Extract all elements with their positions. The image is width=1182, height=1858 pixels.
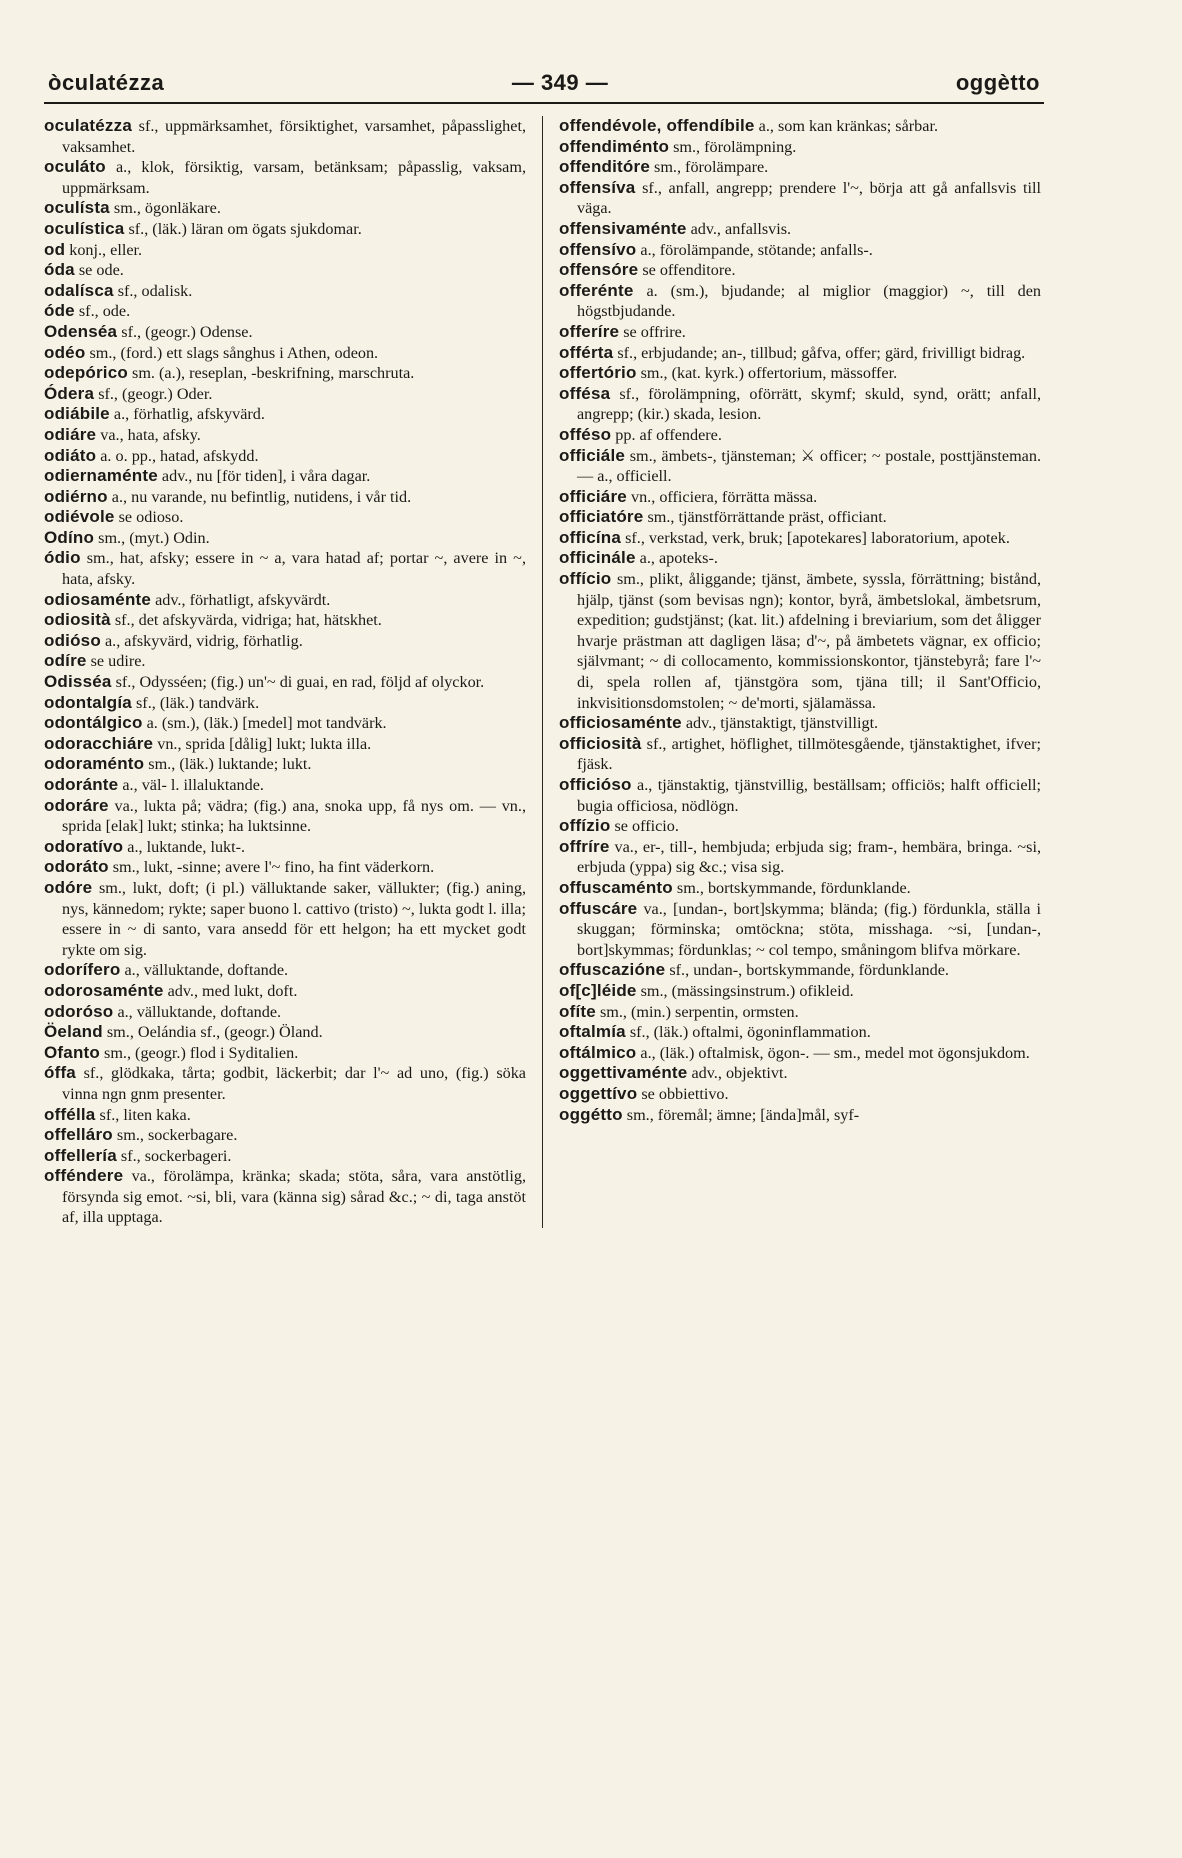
dictionary-entry <box>559 878 1041 899</box>
entry-definition: pp. af offendere. <box>611 425 722 444</box>
entry-definition: sf., (läk.) läran om ögats sjukdomar. <box>124 219 362 238</box>
dictionary-entry <box>44 301 526 322</box>
dictionary-entry <box>559 178 1041 219</box>
dictionary-entry <box>44 1146 526 1167</box>
entry-definition: a., (läk.) oftalmisk, ögon-. — sm., medel mot ögonsjukdom. <box>636 1043 1030 1062</box>
entry-headword: oggettivaménte <box>559 1063 688 1083</box>
entry-headword: oculatézza <box>44 116 132 135</box>
entry-definition: sf., liten kaka. <box>95 1105 191 1124</box>
dictionary-entry <box>44 240 526 261</box>
entry-headword: offuscaménto <box>559 877 673 897</box>
dictionary-entry <box>44 404 526 425</box>
dictionary-entry <box>44 384 526 405</box>
entry-headword: offensíva <box>559 177 636 197</box>
dictionary-entry <box>44 590 526 611</box>
entry-headword: odiosità <box>44 610 111 630</box>
entry-definition: sf., artighet, höflighet, tillmötesgående, tjänstaktighet, ifver; fjäsk. <box>577 734 1041 774</box>
entry-headword: offeríre <box>559 321 620 341</box>
dictionary-entry <box>559 487 1041 508</box>
entry-definition: sf., glödkaka, tårta; godbit, läckerbit; dar l'~ ad uno, (fig.) söka vinna ngn gnm presenter. <box>62 1064 526 1103</box>
dictionary-entry <box>44 1105 526 1126</box>
entry-definition: sf., sockerbageri. <box>116 1146 232 1165</box>
entry-headword: officiatóre <box>559 507 644 527</box>
entry-definition: adv., förhatligt, afskyvärdt. <box>151 590 331 609</box>
dictionary-entry <box>559 528 1041 549</box>
entry-definition: sf., ode. <box>74 302 131 321</box>
entry-definition: a., luktande, lukt-. <box>123 837 246 856</box>
dictionary-entry <box>44 507 526 528</box>
entry-definition: sm., Oelándia sf., (geogr.) Öland. <box>102 1023 323 1042</box>
dictionary-entry <box>44 116 526 157</box>
entry-definition: sf., erbjudande; an-, tillbud; gåfva, offer; gärd, frivilligt bidrag. <box>613 343 1026 362</box>
dictionary-entry <box>44 1002 526 1023</box>
entry-definition: se officio. <box>610 817 679 836</box>
dictionary-entry <box>44 260 526 281</box>
entry-definition: va., förolämpa, kränka; skada; stöta, såra, vara anstötlig, försynda sig emot. ~si, bli, vara (känna sig) sårad &c.; ~ di, taga anstöt af, illa upptaga. <box>62 1167 526 1227</box>
entry-definition: se offenditore. <box>638 261 736 280</box>
dictionary-entry <box>44 219 526 240</box>
entry-headword: odóre <box>44 877 93 897</box>
entry-definition: sf., (läk.) tandvärk. <box>131 693 260 712</box>
dictionary-entry <box>44 960 526 981</box>
entry-definition: sm., ämbets-, tjänsteman; ⚔ officer; ~ postale, posttjänsteman. — a., officiell. <box>577 446 1041 486</box>
dictionary-entry <box>559 157 1041 178</box>
entry-headword: odoráto <box>44 857 109 877</box>
dictionary-entry <box>44 754 526 775</box>
dictionary-entry <box>559 734 1041 775</box>
entry-headword: oggettívo <box>559 1083 638 1103</box>
entry-headword: offellería <box>44 1145 117 1165</box>
dictionary-entry <box>559 363 1041 384</box>
header-right-guideword: oggètto <box>955 70 1040 95</box>
entry-definition: a., förolämpande, stötande; anfalls-. <box>636 240 873 259</box>
entry-definition: se obbiettivo. <box>637 1084 729 1103</box>
entry-headword: odorosaménte <box>44 980 164 1000</box>
dictionary-entry <box>44 1022 526 1043</box>
entry-definition: sm., lukt, -sinne; avere l'~ fino, ha fint väderkorn. <box>108 858 435 877</box>
entry-definition: sm., (geogr.) flod i Syditalien. <box>99 1043 299 1062</box>
entry-headword: odepórico <box>44 363 128 383</box>
entry-headword: óde <box>44 301 75 321</box>
dictionary-entry <box>44 322 526 343</box>
dictionary-entry <box>559 1043 1041 1064</box>
entry-definition: sm., (mässingsinstrum.) ofikleid. <box>636 981 854 1000</box>
entry-definition: sf., Odysséen; (fig.) un'~ di guai, en rad, följd af olyckor. <box>111 673 485 692</box>
dictionary-entry <box>44 425 526 446</box>
entry-headword: odióso <box>44 630 101 650</box>
entry-definition: sf., förolämpning, oförrätt, skymf; skuld, synd, orätt; anfall, angrepp; (kir.) skada, lesion. <box>577 384 1041 424</box>
dictionary-entry <box>559 322 1041 343</box>
entry-headword: odontalgía <box>44 692 132 712</box>
entry-headword: oggétto <box>559 1104 623 1124</box>
entry-definition: sf., (geogr.) Oder. <box>94 384 213 403</box>
entry-definition: konj., eller. <box>65 240 143 259</box>
dictionary-entry <box>559 281 1041 322</box>
entry-definition: sm., (min.) serpentin, ormsten. <box>595 1002 799 1021</box>
dictionary-entry <box>559 219 1041 240</box>
dictionary-entry <box>559 116 1041 137</box>
entry-definition: sf., uppmärksamhet, försiktighet, varsamhet, påpasslighet, vaksamhet. <box>62 117 526 156</box>
entry-headword: offendiménto <box>559 136 670 156</box>
entry-headword: odoraménto <box>44 754 145 774</box>
entry-definition: sm., sockerbagare. <box>112 1126 238 1145</box>
entry-definition: adv., objektivt. <box>687 1064 788 1083</box>
dictionary-entry <box>559 713 1041 734</box>
entry-headword: offuscazióne <box>559 960 666 980</box>
entry-headword: offéndere <box>44 1166 124 1186</box>
entry-definition: sm., (myt.) Odin. <box>94 528 210 547</box>
entry-headword: ofíte <box>559 1001 596 1021</box>
entry-definition: sf., anfall, angrepp; prendere l'~, börja att gå anfallsvis till väga. <box>577 178 1041 218</box>
right-column <box>542 116 1041 1228</box>
entry-definition: sf., (läk.) oftalmi, ögoninflammation. <box>625 1023 871 1042</box>
entry-headword: offensóre <box>559 260 639 280</box>
entry-definition: a., välluktande, doftande. <box>120 961 289 980</box>
entry-headword: odoránte <box>44 775 119 794</box>
entry-headword: Ódera <box>44 383 95 403</box>
header-left-guideword: òculatézza <box>48 70 165 95</box>
entry-definition: sm., (ford.) ett slags sånghus i Athen, odeon. <box>85 343 379 362</box>
entry-headword: odiosaménte <box>44 589 152 609</box>
entry-headword: odoratívo <box>44 836 124 856</box>
dictionary-entry <box>44 734 526 755</box>
entry-definition: a., tjänstaktig, tjänstvillig, beställsam; officiös; halft officiell; bugia officiosa, nödlögn. <box>577 776 1041 815</box>
entry-headword: offenditóre <box>559 157 650 177</box>
dictionary-entry <box>559 1063 1041 1084</box>
entry-headword: odíre <box>44 651 87 671</box>
entry-definition: a., som kan kränkas; sårbar. <box>754 117 938 135</box>
entry-headword: officióso <box>559 775 632 794</box>
dictionary-entry <box>44 343 526 364</box>
dictionary-entry <box>559 507 1041 528</box>
entry-definition: a., afskyvärd, vidrig, förhatlig. <box>100 631 303 650</box>
entry-headword: odéo <box>44 342 86 362</box>
dictionary-entry <box>44 693 526 714</box>
entry-definition: sm., föremål; ämne; [ända]mål, syf- <box>622 1105 860 1124</box>
dictionary-entry <box>559 446 1041 487</box>
columns <box>44 116 1044 1228</box>
entry-definition: sm., lukt, doft; (i pl.) välluktande saker, vällukter; (fig.) aning, nys, kännedom; rykte; saper buono l. cattivo (tristo) ~, lukta godt l. illa; essere in ~ di santo, vara ansedd för ett helgon; ha ett mycket godt rykte om sig. <box>62 878 526 959</box>
dictionary-entry <box>44 713 526 734</box>
entry-headword: officiáre <box>559 486 627 506</box>
entry-headword: officiosaménte <box>559 713 682 733</box>
entry-headword: Öeland <box>44 1022 103 1042</box>
dictionary-entry <box>559 569 1041 713</box>
entry-headword: Odenséa <box>44 321 118 341</box>
entry-definition: sf., odalisk. <box>113 281 193 300</box>
entry-definition: se odioso. <box>114 508 184 527</box>
entry-definition: sm., tjänstförrättande präst, officiant. <box>643 508 887 527</box>
entry-definition: va., lukta på; vädra; (fig.) ana, snoka upp, få nys om. — vn., sprida [elak] lukt; stinka; ha luktsinne. <box>62 796 526 836</box>
dictionary-entry <box>44 672 526 693</box>
entry-headword: ódio <box>44 548 81 568</box>
entry-definition: a., förhatlig, afskyvärd. <box>109 405 265 424</box>
entry-definition: adv., med lukt, doft. <box>163 981 298 1000</box>
entry-definition: vn., officiera, förrätta mässa. <box>626 487 818 506</box>
entry-definition: vn., sprida [dålig] lukt; lukta illa. <box>153 734 372 753</box>
entry-definition: a. (sm.), (läk.) [medel] mot tandvärk. <box>142 714 387 733</box>
entry-headword: odalísca <box>44 280 114 300</box>
entry-headword: óda <box>44 260 75 280</box>
entry-headword: odorífero <box>44 960 121 980</box>
entry-headword: offício <box>559 569 612 589</box>
entry-definition: va., er-, till-, hembjuda; erbjuda sig; fram-, hembära, bringa. ~si, erbjuda (yppa) sig &c.; visa sig. <box>577 837 1041 877</box>
entry-headword: officína <box>559 527 622 547</box>
dictionary-entry <box>559 775 1041 816</box>
entry-definition: va., hata, afsky. <box>96 425 201 444</box>
entry-headword: odoracchiáre <box>44 733 154 753</box>
entry-definition: a., apoteks-. <box>635 549 718 568</box>
entry-headword: odiábile <box>44 404 110 424</box>
entry-headword: óffa <box>44 1063 76 1083</box>
entry-headword: offérta <box>559 342 614 362</box>
dictionary-entry <box>559 816 1041 837</box>
entry-definition: se offrire. <box>619 322 686 341</box>
entry-definition: sf., undan-, bortskymmande, fördunklande. <box>665 961 949 980</box>
entry-definition: a., väl- l. illaluktande. <box>118 776 264 794</box>
dictionary-entry <box>559 1022 1041 1043</box>
entry-headword: offízio <box>559 816 611 836</box>
entry-headword: officiosità <box>559 733 642 753</box>
dictionary-entry <box>44 446 526 467</box>
entry-headword: offésa <box>559 383 611 403</box>
dictionary-entry <box>44 1043 526 1064</box>
dictionary-entry <box>559 981 1041 1002</box>
entry-definition: a., välluktande, doftande. <box>113 1002 282 1021</box>
dictionary-entry <box>44 548 526 589</box>
dictionary-entry <box>44 796 526 837</box>
entry-headword: odoráre <box>44 795 109 815</box>
dictionary-entry <box>44 363 526 384</box>
entry-headword: odiernaménte <box>44 466 158 486</box>
entry-definition: adv., anfallsvis. <box>686 219 792 238</box>
entry-headword: odiáre <box>44 424 97 444</box>
entry-headword: odiérno <box>44 486 108 506</box>
entry-definition: sm., (läk.) luktande; lukt. <box>144 755 312 774</box>
entry-headword: offertório <box>559 363 637 383</box>
entry-headword: Ofanto <box>44 1042 100 1062</box>
dictionary-entry <box>559 1084 1041 1105</box>
dictionary-entry <box>559 343 1041 364</box>
entry-headword: officiále <box>559 445 626 465</box>
page-header <box>44 70 1044 104</box>
entry-headword: oftálmico <box>559 1042 637 1062</box>
entry-definition: adv., tjänstaktigt, tjänstvilligt. <box>681 714 879 733</box>
dictionary-entry <box>44 1125 526 1146</box>
entry-definition: a. o. pp., hatad, afskydd. <box>96 446 259 465</box>
dictionary-entry <box>44 1166 526 1228</box>
entry-headword: offensivaménte <box>559 218 687 238</box>
entry-headword: offelláro <box>44 1125 113 1145</box>
entry-headword: odiáto <box>44 445 97 465</box>
entry-definition: adv., nu [för tiden], i våra dagar. <box>157 467 371 486</box>
entry-headword: offerénte <box>559 280 634 300</box>
entry-headword: od <box>44 239 66 259</box>
page-number: — 349 — <box>511 70 609 95</box>
dictionary-entry <box>44 837 526 858</box>
entry-headword: offélla <box>44 1104 96 1124</box>
entry-definition: sf., (geogr.) Odense. <box>117 322 253 341</box>
entry-definition: se ode. <box>74 261 124 280</box>
entry-headword: odontálgico <box>44 713 143 733</box>
entry-definition: sm., hat, afsky; essere in ~ a, vara hatad af; portar ~, avere in ~, hata, afsky. <box>62 549 526 589</box>
entry-definition: sm. (a.), reseplan, -beskrifning, marschruta. <box>127 364 415 383</box>
dictionary-entry <box>559 960 1041 981</box>
dictionary-entry <box>44 281 526 302</box>
entry-definition: a. (sm.), bjudande; al miglior (maggior) ~, till den högstbjudande. <box>577 281 1041 321</box>
dictionary-entry <box>559 548 1041 569</box>
entry-definition: se udire. <box>86 652 146 671</box>
entry-headword: offríre <box>559 836 610 856</box>
dictionary-entry <box>559 137 1041 158</box>
entry-headword: officinále <box>559 548 636 568</box>
entry-headword: of[c]léide <box>559 980 637 1000</box>
dictionary-entry <box>44 981 526 1002</box>
dictionary-entry <box>44 878 526 960</box>
entry-definition: a., nu varande, nu befintlig, nutidens, i vår tid. <box>107 487 412 506</box>
entry-definition: sm., (kat. kyrk.) offertorium, mässoffer. <box>636 364 898 383</box>
entry-headword: odiévole <box>44 507 115 527</box>
dictionary-entry <box>559 899 1041 961</box>
dictionary-entry <box>44 466 526 487</box>
entry-headword: odoróso <box>44 1001 114 1021</box>
dictionary-entry <box>44 528 526 549</box>
dictionary-entry <box>559 1105 1041 1126</box>
entry-definition: sm., plikt, åliggande; tjänst, ämbete, syssla, förrättning; bistånd, hjälp, tjänst (som bevisas ngn); kontor, byrå, ämbetslokal, ämbetsrum, expedition; gudstjänst; (kat. lit.) afdelning i breviarium, som det åligger hvarje prästman att dagligen läsa; d'~, på ämbetets vägnar, ex officio; självmant; ~ di collocamento, kommissionskontor, tjänstebyrå; fare l'~ di, spela rollen af, tjänstgöra som, tjäna till; il Sant'Officio, inkvisitionsdomstolen; ~ de'morti, själamässa. <box>577 570 1041 712</box>
entry-headword: offuscáre <box>559 898 638 918</box>
dictionary-entry <box>44 610 526 631</box>
left-column <box>44 116 542 1228</box>
dictionary-entry <box>44 487 526 508</box>
entry-definition: sf., det afskyvärda, vidriga; hat, hätskhet. <box>110 611 382 630</box>
entry-headword: offéso <box>559 424 612 444</box>
dictionary-entry <box>44 198 526 219</box>
dictionary-entry <box>559 384 1041 425</box>
entry-definition: sm., ögonläkare. <box>109 199 221 218</box>
entry-definition: sf., verkstad, verk, bruk; [apotekares] laboratorium, apotek. <box>621 528 1010 547</box>
dictionary-entry <box>44 857 526 878</box>
entry-headword: oculáto <box>44 157 106 177</box>
entry-headword: Odisséa <box>44 672 112 692</box>
dictionary-entry <box>559 425 1041 446</box>
dictionary-entry <box>44 1063 526 1104</box>
dictionary-entry <box>44 775 526 796</box>
dictionary-page <box>44 70 1044 1228</box>
entry-headword: Odíno <box>44 527 95 547</box>
entry-definition: sm., förolämpning. <box>669 137 797 156</box>
entry-headword: offendévole, offendíbile <box>559 116 755 135</box>
dictionary-entry <box>44 631 526 652</box>
entry-headword: oftalmía <box>559 1022 626 1042</box>
dictionary-entry <box>559 837 1041 878</box>
entry-definition: sm., bortskymmande, fördunklande. <box>672 878 911 897</box>
dictionary-entry <box>44 651 526 672</box>
dictionary-entry <box>559 260 1041 281</box>
entry-definition: va., [undan-, bort]skymma; blända; (fig.) fördunkla, ställa i skuggan; förminska; omtöckna; stöta, misshaga. ~si, [undan-, bort]skymmas; fördunklas; ~ col tempo, småningom blifva mörkare. <box>577 899 1041 959</box>
dictionary-entry <box>44 157 526 198</box>
entry-definition: sm., förolämpare. <box>649 158 769 177</box>
entry-headword: offensívo <box>559 239 637 259</box>
entry-definition: a., klok, försiktig, varsam, betänksam; påpasslig, vaksam, uppmärksam. <box>62 158 526 197</box>
dictionary-entry <box>559 1002 1041 1023</box>
entry-headword: oculística <box>44 218 125 238</box>
dictionary-entry <box>559 240 1041 261</box>
entry-headword: oculísta <box>44 198 110 218</box>
